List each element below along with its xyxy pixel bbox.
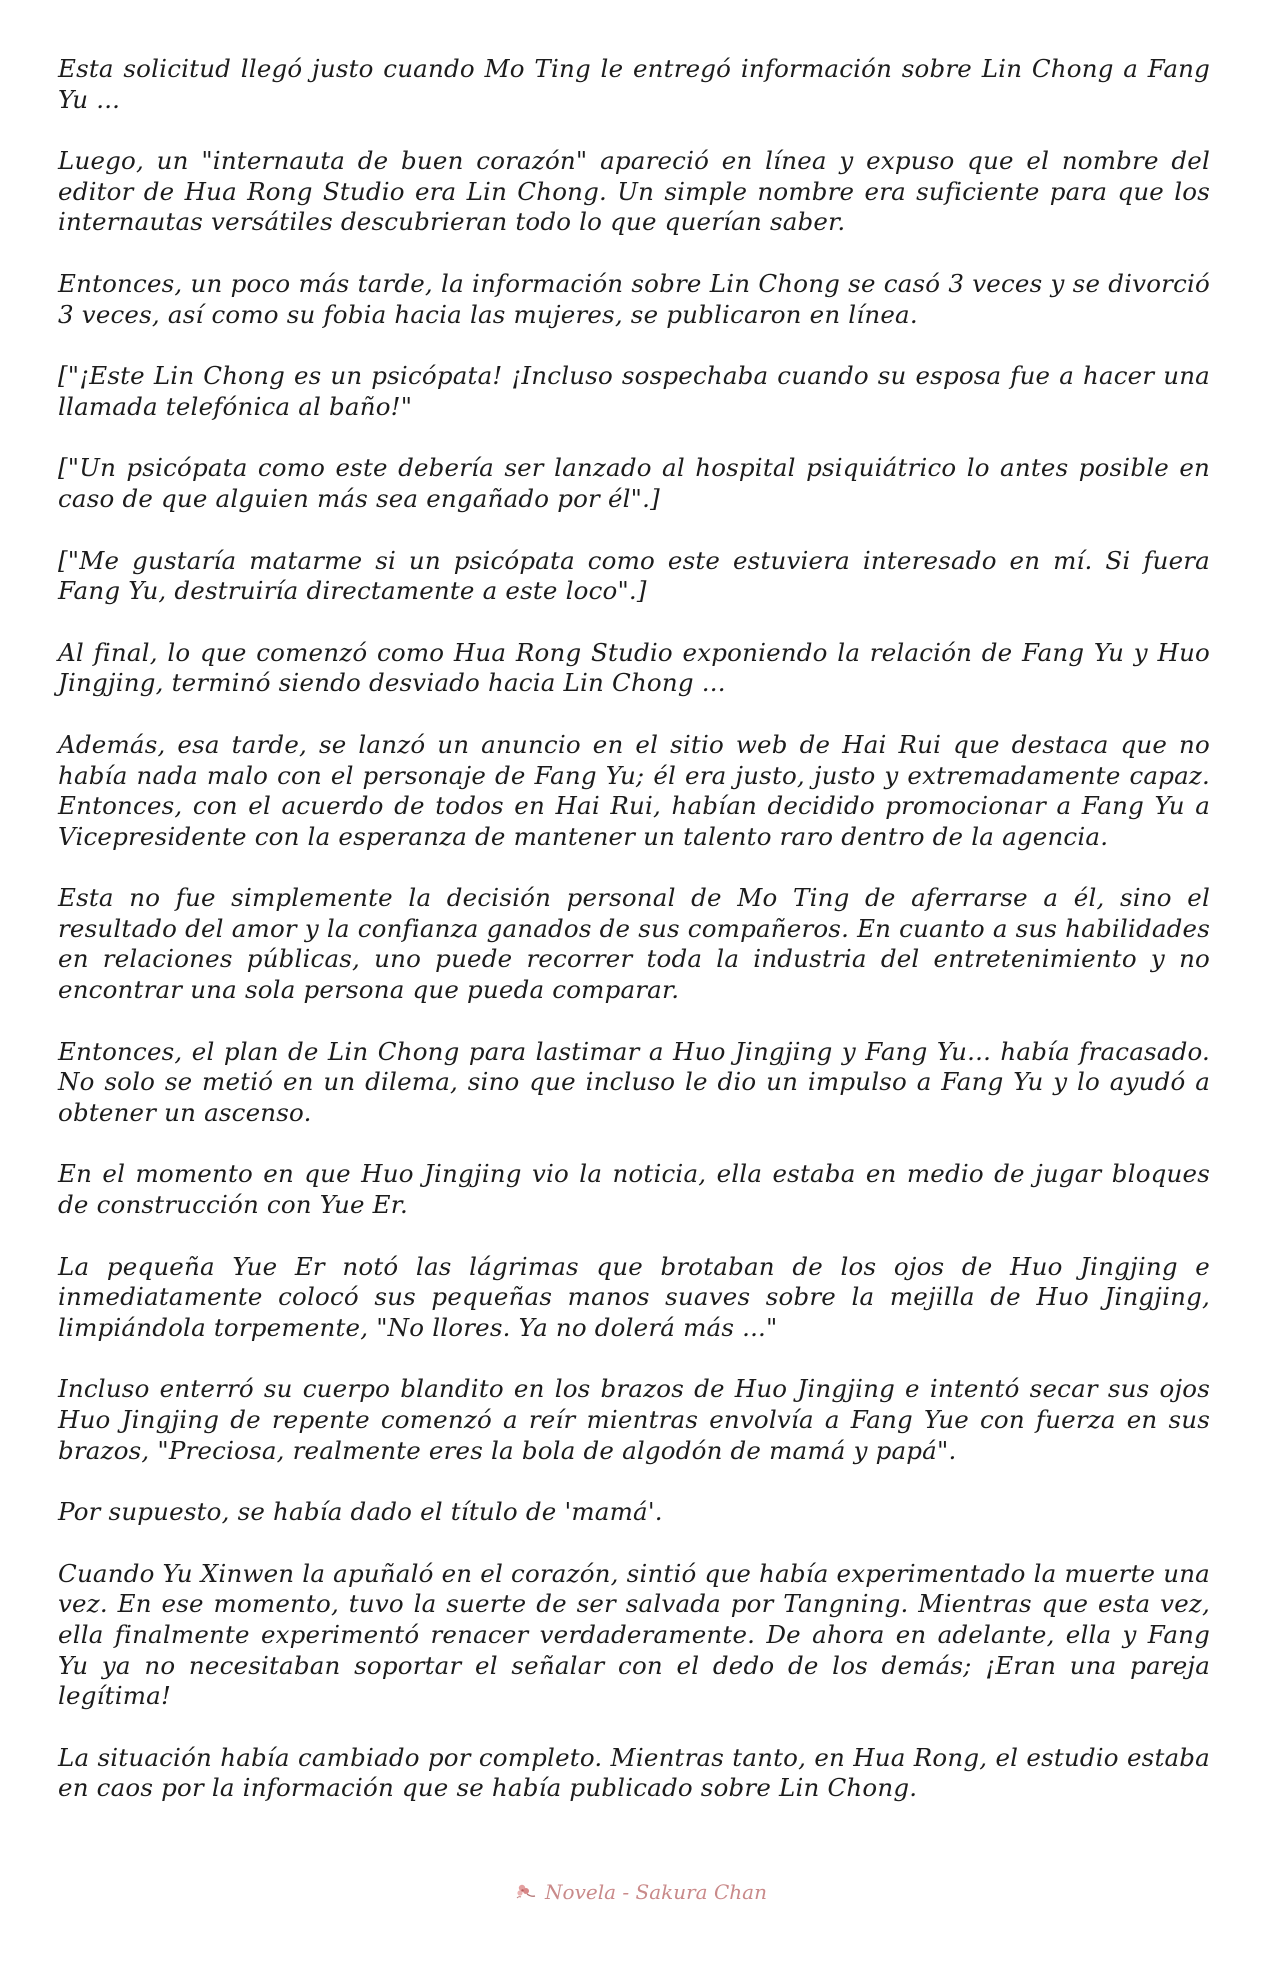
paragraph-12: La pequeña Yue Er notó las lágrimas que brotaban de los ojos de Huo Jingjing e inmediatamente colocó sus pequeñas manos suaves sobre la mejilla de Huo Jingjing, limpiándola torpemente, "No llores. Ya no dolerá más ...": [58, 1251, 1210, 1342]
paragraph-7: Al final, lo que comenzó como Hua Rong Studio exponiendo la relación de Fang Yu y Huo Jingjing, terminó siendo desviado hacia Lin Chong ...: [58, 637, 1210, 698]
paragraph-5: ["Un psicópata como este debería ser lanzado al hospital psiquiátrico lo antes posible en caso de que alguien más sea engañado por él".]: [58, 453, 1210, 513]
paragraph-8: Además, esa tarde, se lanzó un anuncio en el sitio web de Hai Rui que destaca que no había nada malo con el personaje de Fang Yu; él era justo, justo y extremadamente capaz. Entonces, con el acuerdo de todos en Hai Rui, habían decidido promocionar a Fang Yu a Vicepresidente con la esperanza de mantener un talento raro dentro de la agencia.: [58, 729, 1210, 851]
paragraph-3: Entonces, un poco más tarde, la información sobre Lin Chong se casó 3 veces y se divorció 3 veces, así como su fobia hacia las mujeres, se publicaron en línea.: [58, 268, 1210, 329]
paragraph-6: ["Me gustaría matarme si un psicópata como este estuviera interesado en mí. Si fuera Fang Yu, destruiría directamente a este loco".]: [58, 545, 1210, 606]
footer-watermark: [0, 1880, 1280, 1907]
paragraph-4: ["¡Este Lin Chong es un psicópata! ¡Incluso sospechaba cuando su esposa fue a hacer una llamada telefónica al baño!": [58, 361, 1210, 421]
paragraph-1: Esta solicitud llegó justo cuando Mo Ting le entregó información sobre Lin Chong a Fang Yu ...: [58, 54, 1210, 114]
watermark-text: Novela - Sakura Chan: [545, 1880, 767, 1904]
paragraph-11: En el momento en que Huo Jingjing vio la noticia, ella estaba en medio de jugar bloques de construcción con Yue Er.: [58, 1159, 1210, 1220]
paragraph-13: Incluso enterró su cuerpo blandito en los brazos de Huo Jingjing e intentó secar sus ojos Huo Jingjing de repente comenzó a reír mientras envolvía a Fang Yue con fuerza en sus brazos, "Preciosa, realmente eres la bola de algodón de mamá y papá".: [58, 1374, 1210, 1465]
paragraph-16: La situación había cambiado por completo. Mientras tanto, en Hua Rong, el estudio estaba en caos por la información que se había publicado sobre Lin Chong.: [58, 1742, 1210, 1803]
paragraph-9: Esta no fue simplemente la decisión personal de Mo Ting de aferrarse a él, sino el resultado del amor y la confianza ganados de sus compañeros. En cuanto a sus habilidades en relaciones públicas, uno puede recorrer toda la industria del entretenimiento y no encontrar una sola persona que pueda comparar.: [58, 883, 1210, 1005]
paragraph-2: Luego, un "internauta de buen corazón" apareció en línea y expuso que el nombre del editor de Hua Rong Studio era Lin Chong. Un simple nombre era suficiente para que los internautas versátiles descubrieran todo lo que querían saber.: [58, 146, 1210, 237]
paragraph-15: Cuando Yu Xinwen la apuñaló en el corazón, sintió que había experimentado la muerte una vez. En ese momento, tuvo la suerte de ser salvada por Tangning. Mientras que esta vez, ella finalmente experimentó renacer verdaderamente. De ahora en adelante, ella y Fang Yu ya no necesitaban soportar el señalar con el dedo de los demás; ¡Eran una pareja legítima!: [58, 1558, 1210, 1711]
paragraph-14: Por supuesto, se había dado el título de 'mamá'.: [58, 1497, 663, 1527]
cherry-blossom-icon: [513, 1882, 537, 1902]
paragraph-10: Entonces, el plan de Lin Chong para lastimar a Huo Jingjing y Fang Yu... había fracasado. No solo se metió en un dilema, sino que incluso le dio un impulso a Fang Yu y lo ayudó a obtener un ascenso.: [58, 1036, 1210, 1127]
document-body: [58, 54, 1210, 1835]
